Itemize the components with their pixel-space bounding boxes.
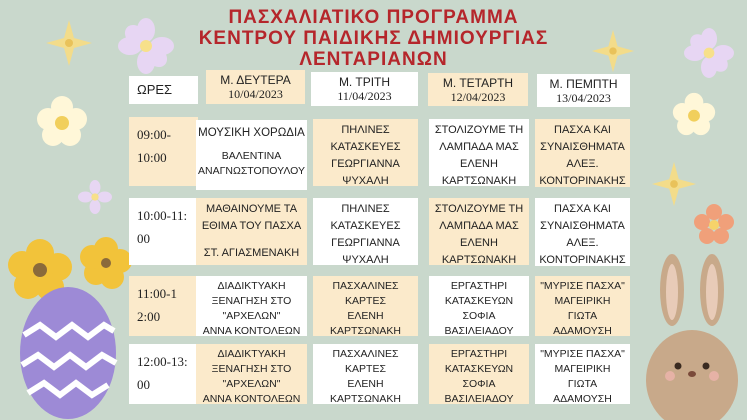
activity-line: ΣΤΟΛΙΖΟΥΜΕ ΤΗ bbox=[434, 124, 524, 136]
activity-line: "ΜΥΡΙΣΕ ΠΑΣΧΑ" bbox=[540, 280, 625, 292]
page-subtitle: ΚΕΝΤΡΟΥ ΠΑΙΔΙΚΗΣ ΔΗΜΙΟΥΡΓΙΑΣ bbox=[198, 28, 549, 49]
time-slot bbox=[129, 276, 198, 336]
activity-line: ΑΝΝΑ ΚΟΝΤΟΛΕΩΝ bbox=[202, 393, 301, 405]
day-date: 10/04/2023 bbox=[228, 87, 283, 101]
cell-spacer bbox=[196, 235, 307, 245]
schedule-cell bbox=[535, 276, 630, 336]
activity-line: ΣΟΦΙΑ bbox=[462, 378, 496, 390]
schedule-cell bbox=[196, 198, 307, 265]
activity-line: ΣΤ. ΑΓΙΑΣΜΕΝΑΚΗ bbox=[203, 247, 300, 259]
schedule-cell bbox=[196, 276, 307, 336]
schedule-cell bbox=[313, 198, 418, 265]
page-subtitle-location: ΛΕΝΤΑΡΙΑΝΩΝ bbox=[299, 49, 448, 70]
time-line: 12:00-13: bbox=[137, 354, 188, 369]
activity-line: ΨΥΧΑΛΗ bbox=[342, 254, 389, 266]
schedule-cell bbox=[313, 344, 418, 404]
schedule-cell bbox=[196, 344, 307, 404]
hours-header bbox=[129, 76, 198, 104]
day-name: Μ. ΤΕΤΑΡΤΗ bbox=[442, 76, 514, 90]
activity-line: ΕΛΕΝΗ bbox=[347, 378, 384, 390]
schedule-cell bbox=[313, 276, 418, 336]
time-line: 11:00-1 bbox=[137, 286, 177, 301]
hours-header-label: ΩΡΕΣ bbox=[137, 82, 173, 97]
activity-line: ΑΛΕΞ. bbox=[566, 237, 599, 249]
white-daisy-icon bbox=[672, 92, 716, 136]
activity-line: ΑΔΑΜΟΥΣΗ bbox=[553, 325, 612, 337]
activity-line: ΚΑΡΤΣΩΝΑΚΗ bbox=[441, 175, 517, 187]
activity-line: ΚΑΡΤΣΩΝΑΚΗ bbox=[330, 393, 401, 405]
activity-line: ΠΗΛΙΝΕΣ bbox=[341, 203, 390, 215]
activity-line: ΠΑΣΧΑΛΙΝΕΣ bbox=[332, 348, 399, 360]
activity-line: ΠΑΣΧΑ ΚΑΙ bbox=[554, 124, 611, 136]
activity-line: ΜΟΥΣΙΚΗ ΧΟΡΩΔΙΑ bbox=[198, 127, 305, 139]
activity-line: ΚΟΝΤΟΡΙΝΑΚΗΣ bbox=[539, 175, 626, 187]
activity-line: ΕΡΓΑΣΤΗΡΙ bbox=[450, 280, 508, 292]
activity-line: ΒΑΣΙΛΕΙΑΔΟΥ bbox=[444, 393, 514, 405]
activity-line: ΛΑΜΠΑΔΑ ΜΑΣ bbox=[439, 141, 519, 153]
activity-line: ΓΕΩΡΓΙΑΝΝΑ bbox=[331, 158, 400, 170]
page-title: ΠΑΣΧΑΛΙΑΤΙΚΟ ΠΡΟΓΡΑΜΜΑ bbox=[228, 7, 519, 28]
activity-line: ΣΥΝΑΙΣΘΗΜΑΤΑ bbox=[540, 141, 625, 153]
day-date: 12/04/2023 bbox=[450, 90, 506, 104]
activity-line: ΞΕΝΑΓΗΣΗ ΣΤΟ bbox=[211, 295, 292, 307]
activity-line: ΣΟΦΙΑ bbox=[462, 310, 496, 322]
activity-line: ΨΥΧΑΛΗ bbox=[342, 175, 389, 187]
activity-line: ΔΙΑΔΙΚΤΥΑΚΗ bbox=[217, 280, 286, 292]
activity-line: ΔΙΑΔΙΚΤΥΑΚΗ bbox=[217, 348, 286, 360]
activity-line: ΑΝΑΓΝΩΣΤΟΠΟΥΛΟΥ bbox=[198, 165, 305, 177]
activity-line: ΠΑΣΧΑΛΙΝΕΣ bbox=[332, 280, 399, 292]
time-slot bbox=[129, 344, 198, 404]
activity-line: ΓΙΩΤΑ bbox=[567, 310, 598, 322]
activity-line: ΚΟΝΤΟΡΙΝΑΚΗΣ bbox=[539, 254, 626, 266]
cell-spacer bbox=[196, 141, 307, 149]
schedule-cell bbox=[429, 276, 529, 336]
activity-line: "ΑΡΧΕΛΩΝ" bbox=[222, 310, 281, 322]
lavender-flower-icon bbox=[78, 180, 112, 214]
activity-line: ΣΤΟΛΙΖΟΥΜΕ ΤΗ bbox=[434, 203, 524, 215]
activity-line: ΑΔΑΜΟΥΣΗ bbox=[553, 393, 612, 405]
bunny-icon bbox=[640, 250, 747, 420]
activity-line: ΓΕΩΡΓΙΑΝΝΑ bbox=[331, 237, 400, 249]
schedule-cell bbox=[429, 198, 529, 265]
activity-line: ΛΑΜΠΑΔΑ ΜΑΣ bbox=[439, 220, 519, 232]
activity-line: ΜΑΓΕΙΡΙΚΗ bbox=[554, 363, 611, 375]
time-slot bbox=[129, 198, 198, 265]
day-name: Μ. ΔΕΥΤΕΡΑ bbox=[220, 73, 291, 87]
activity-line: ΑΛΕΞ. bbox=[566, 158, 599, 170]
easter-egg-icon bbox=[0, 225, 135, 420]
day-date: 11/04/2023 bbox=[337, 89, 392, 103]
orange-flower-icon bbox=[694, 204, 734, 244]
schedule-cell bbox=[535, 119, 630, 187]
activity-line: ΜΑΘΑΙΝΟΥΜΕ ΤΑ bbox=[205, 203, 298, 215]
time-slot bbox=[129, 117, 198, 186]
day-header-wednesday bbox=[428, 73, 528, 106]
activity-line: ΑΝΝΑ ΚΟΝΤΟΛΕΩΝ bbox=[202, 325, 301, 337]
day-name: Μ. ΤΡΙΤΗ bbox=[338, 75, 391, 89]
schedule-cell bbox=[196, 120, 307, 190]
activity-line: ΚΑΡΤΣΩΝΑΚΗ bbox=[330, 325, 401, 337]
yellow-star-flower-icon bbox=[650, 160, 698, 208]
activity-line: "ΜΥΡΙΣΕ ΠΑΣΧΑ" bbox=[540, 348, 625, 360]
day-date: 13/04/2023 bbox=[556, 91, 611, 105]
activity-line: ΚΑΡΤΣΩΝΑΚΗ bbox=[441, 254, 517, 266]
day-header-tuesday bbox=[311, 72, 418, 106]
activity-line: ΕΛΕΝΗ bbox=[460, 158, 498, 170]
day-header-thursday bbox=[537, 74, 630, 107]
activity-line: ΕΡΓΑΣΤΗΡΙ bbox=[450, 348, 508, 360]
time-line: 00 bbox=[137, 377, 150, 392]
activity-line: ΓΙΩΤΑ bbox=[567, 378, 598, 390]
activity-line: ΕΛΕΝΗ bbox=[347, 310, 384, 322]
activity-line: ΚΑΤΑΣΚΕΥΩΝ bbox=[444, 295, 514, 307]
time-line: 09:00- bbox=[137, 127, 171, 142]
schedule-cell bbox=[535, 198, 630, 266]
white-daisy-icon bbox=[36, 95, 88, 147]
activity-line: "ΑΡΧΕΛΩΝ" bbox=[222, 378, 281, 390]
activity-line: ΚΑΡΤΕΣ bbox=[345, 295, 386, 307]
activity-line: ΕΛΕΝΗ bbox=[460, 237, 498, 249]
time-line: 2:00 bbox=[137, 309, 161, 324]
activity-line: ΚΑΤΑΣΚΕΥΕΣ bbox=[330, 141, 401, 153]
activity-line: ΒΑΣΙΛΕΙΑΔΟΥ bbox=[444, 325, 514, 337]
activity-line: ΣΥΝΑΙΣΘΗΜΑΤΑ bbox=[540, 220, 625, 232]
activity-line: ΚΑΡΤΕΣ bbox=[345, 363, 386, 375]
time-line: 10:00 bbox=[137, 150, 167, 165]
activity-line: ΚΑΤΑΣΚΕΥΕΣ bbox=[330, 220, 401, 232]
day-name: Μ. ΠΕΜΠΤΗ bbox=[549, 77, 618, 91]
activity-line: ΚΑΤΑΣΚΕΥΩΝ bbox=[444, 363, 514, 375]
schedule-cell bbox=[535, 344, 630, 404]
day-header-monday bbox=[206, 70, 305, 104]
activity-line: ΕΘΙΜΑ ΤΟΥ ΠΑΣΧΑ bbox=[201, 220, 302, 232]
time-line: 00 bbox=[137, 231, 150, 246]
schedule-cell bbox=[429, 344, 529, 404]
activity-line: ΜΑΓΕΙΡΙΚΗ bbox=[554, 295, 611, 307]
activity-line: ΞΕΝΑΓΗΣΗ ΣΤΟ bbox=[211, 363, 292, 375]
activity-line: ΠΗΛΙΝΕΣ bbox=[341, 124, 390, 136]
time-line: 10:00-11: bbox=[137, 208, 188, 223]
schedule-cell bbox=[429, 119, 529, 186]
activity-line: ΒΑΛΕΝΤΙΝΑ bbox=[221, 150, 282, 162]
activity-line: ΠΑΣΧΑ ΚΑΙ bbox=[554, 203, 611, 215]
schedule-cell bbox=[313, 119, 418, 186]
